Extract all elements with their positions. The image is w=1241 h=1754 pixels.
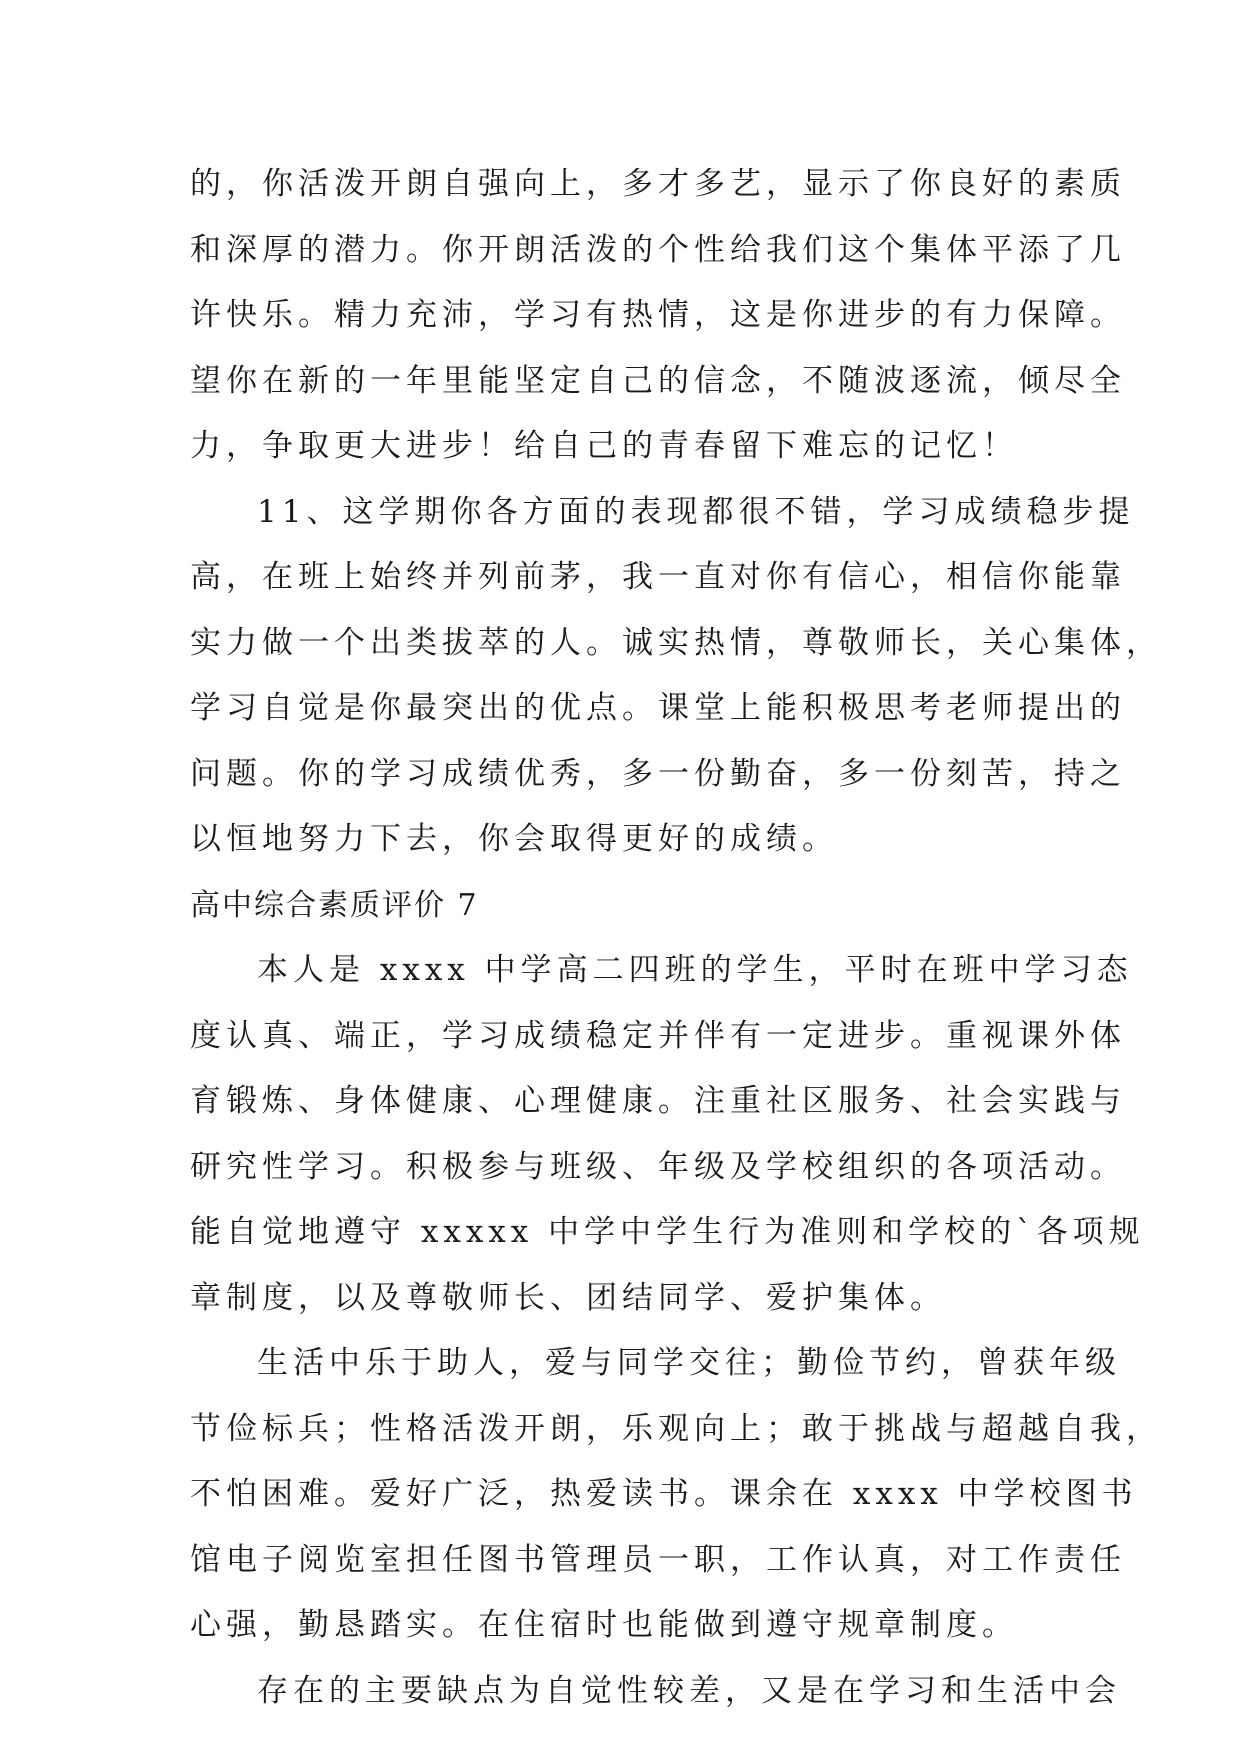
paragraph-2: [190, 480, 1162, 873]
paragraph-5: [190, 1659, 1121, 1725]
text-line: 育锻炼、身体健康、心理健康。注重社区服务、社会实践与: [190, 1083, 1126, 1119]
document-body: [190, 152, 1162, 1724]
text-line: 望你在新的一年里能坚定自己的信念，不随波逐流，倾尽全: [190, 362, 1126, 399]
text-line: 馆电子阅览室担任图书管理员一职，工作认真，对工作责任: [190, 1541, 1126, 1578]
text-line: 心强，勤恳踏实。在住宿时也能做到遵守规章制度。: [190, 1607, 1018, 1643]
text-line: 研究性学习。积极参与班级、年级及学校组织的各项活动。: [190, 1148, 1126, 1185]
text-line: 能自觉地遵守 xxxxx 中学中学生行为准则和学校的`各项规: [190, 1214, 1145, 1250]
text-line: 学习自觉是你最突出的优点。课堂上能积极思考老师提出的: [190, 690, 1126, 726]
text-line: 许快乐。精力充沛，学习有热情，这是你进步的有力保障。: [190, 297, 1126, 333]
text-line: 存在的主要缺点为自觉性较差，又是在学习和生活中会: [257, 1672, 1121, 1709]
text-line: 生活中乐于助人，爱与同学交往；勤俭节约，曾获年级: [257, 1345, 1121, 1381]
text-line: 节俭标兵；性格活泼开朗，乐观向上；敢于挑战与超越自我，: [190, 1410, 1162, 1447]
text-line: 本人是 xxxx 中学高二四班的学生，平时在班中学习态: [257, 952, 1133, 988]
paragraph-1: [190, 152, 1126, 480]
text-line: 实力做一个出类拔萃的人。诚实热情，尊敬师长，关心集体，: [190, 624, 1162, 661]
text-line: 的，你活泼开朗自强向上，多才多艺，显示了你良好的素质: [190, 166, 1126, 202]
text-line: 问题。你的学习成绩优秀，多一份勤奋，多一份刻苦，持之: [190, 755, 1126, 792]
paragraph-4: [190, 1331, 1162, 1659]
text-line: 和深厚的潜力。你开朗活泼的个性给我们这个集体平添了几: [190, 231, 1126, 268]
text-line: 力，争取更大进步！给自己的青春留下难忘的记忆！: [190, 428, 1018, 464]
section-heading: 高中综合素质评价 7: [190, 887, 479, 923]
text-line: 不怕困难。爱好广泛，热爱读书。课余在 xxxx 中学校图书: [190, 1476, 1138, 1512]
text-line: 章制度，以及尊敬师长、团结同学、爱护集体。: [190, 1279, 946, 1316]
paragraph-3: [190, 938, 1145, 1331]
text-line: 11、这学期你各方面的表现都很不错，学习成绩稳步提: [257, 493, 1135, 530]
text-line: 高，在班上始终并列前茅，我一直对你有信心，相信你能靠: [190, 559, 1126, 595]
text-line: 度认真、端正，学习成绩稳定并伴有一定进步。重视课外体: [190, 1017, 1126, 1054]
text-line: 以恒地努力下去，你会取得更好的成绩。: [190, 821, 838, 857]
